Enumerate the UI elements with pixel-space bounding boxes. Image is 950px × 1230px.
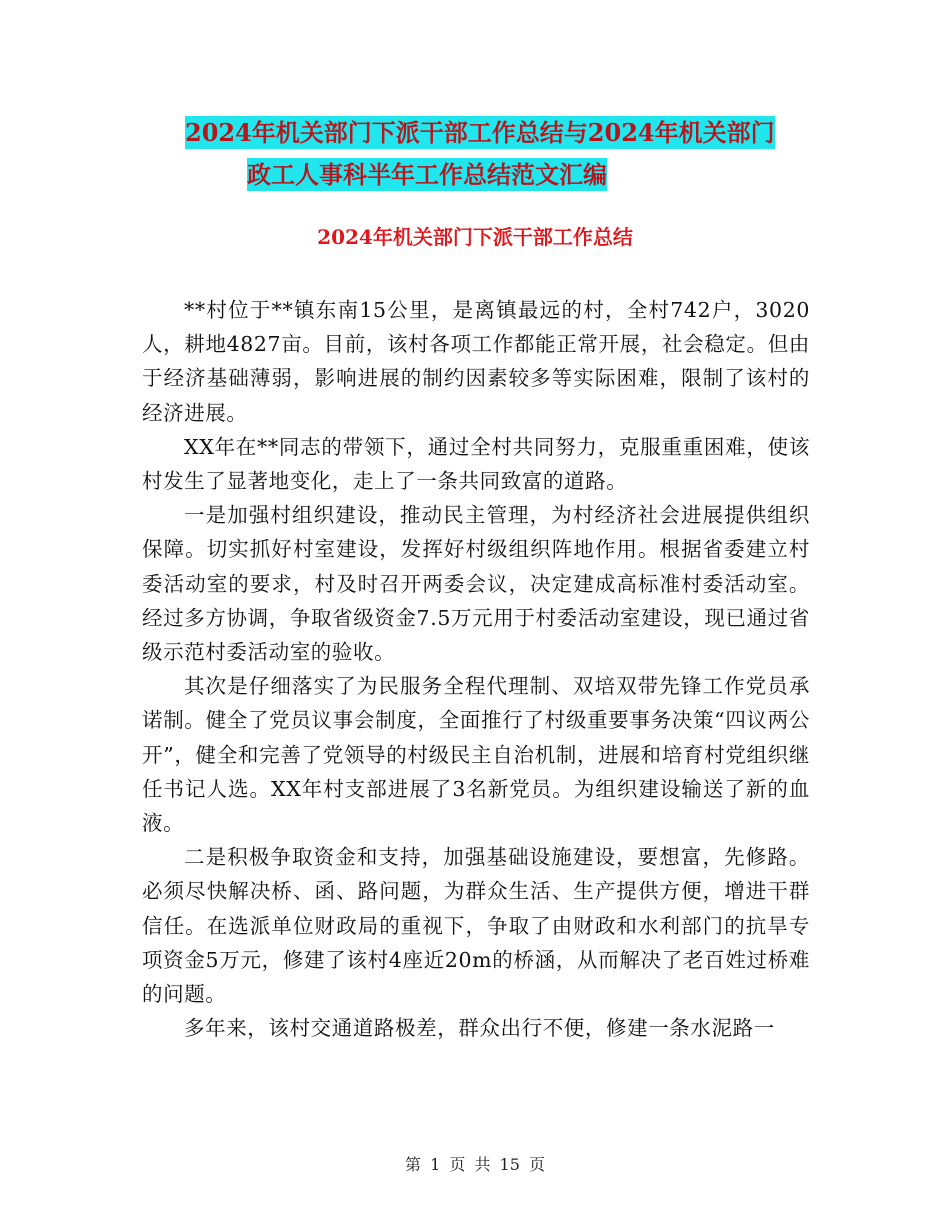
paragraph-4: 其次是仔细落实了为民服务全程代理制、双培双带先锋工作党员承诺制。健全了党员议事会制度，全面推行了村级重要事务决策“四议两公开”，健全和完善了党领导的村级民主自治机制，进展和培育村党组织继任书记人选。XX年村支部进展了3名新党员。为组织建设输送了新的血液。 xyxy=(142,674,810,836)
paragraph-6: 多年来，该村交通道路极差，群众出行不便，修建一条水泥路一 xyxy=(184,1016,775,1041)
document-title xyxy=(0,112,950,196)
title-highlight-2: 政工人事科半年工作总结范文汇编 xyxy=(247,160,607,189)
document-title-line-2 xyxy=(0,154,950,196)
paragraph-3: 一是加强村组织建设，推动民主管理，为村经济社会进展提供组织保障。切实抓好村室建设，发挥好村级组织阵地作用。根据省委建立村委活动室的要求，村及时召开两委会议，决定建成高标准村委活动室。经过多方协调，争取省级资金7.5万元用于村委活动室建设，现已通过省级示范村委活动室的验收。 xyxy=(142,503,810,665)
title-highlight-1: 2024年机关部门下派干部工作总结与2024年机关部门 xyxy=(185,118,775,147)
document-title-line-1 xyxy=(0,112,950,154)
page-footer: 第 1 页 共 15 页 xyxy=(405,1155,545,1174)
body-text xyxy=(142,293,810,1045)
paragraph-5: 二是积极争取资金和支持，加强基础设施建设，要想富，先修路。必须尽快解决桥、函、路问题，为群众生活、生产提供方便，增进干群信任。在选派单位财政局的重视下，争取了由财政和水利部门的抗旱专项资金5万元，修建了该村4座近20m的桥涵，从而解决了老百姓过桥难的问题。 xyxy=(142,845,810,1007)
paragraph-2: XX年在**同志的带领下，通过全村共同努力，克服重重困难，使该村发生了显著地变化，走上了一条共同致富的道路。 xyxy=(142,434,810,494)
section-title: 2024年机关部门下派干部工作总结 xyxy=(317,225,633,249)
paragraph-1: **村位于**镇东南15公里，是离镇最远的村，全村742户，3020人，耕地4827亩。目前，该村各项工作都能正常开展，社会稳定。但由于经济基础薄弱，影响进展的制约因素较多等实际困难，限制了该村的经济进展。 xyxy=(142,298,810,425)
